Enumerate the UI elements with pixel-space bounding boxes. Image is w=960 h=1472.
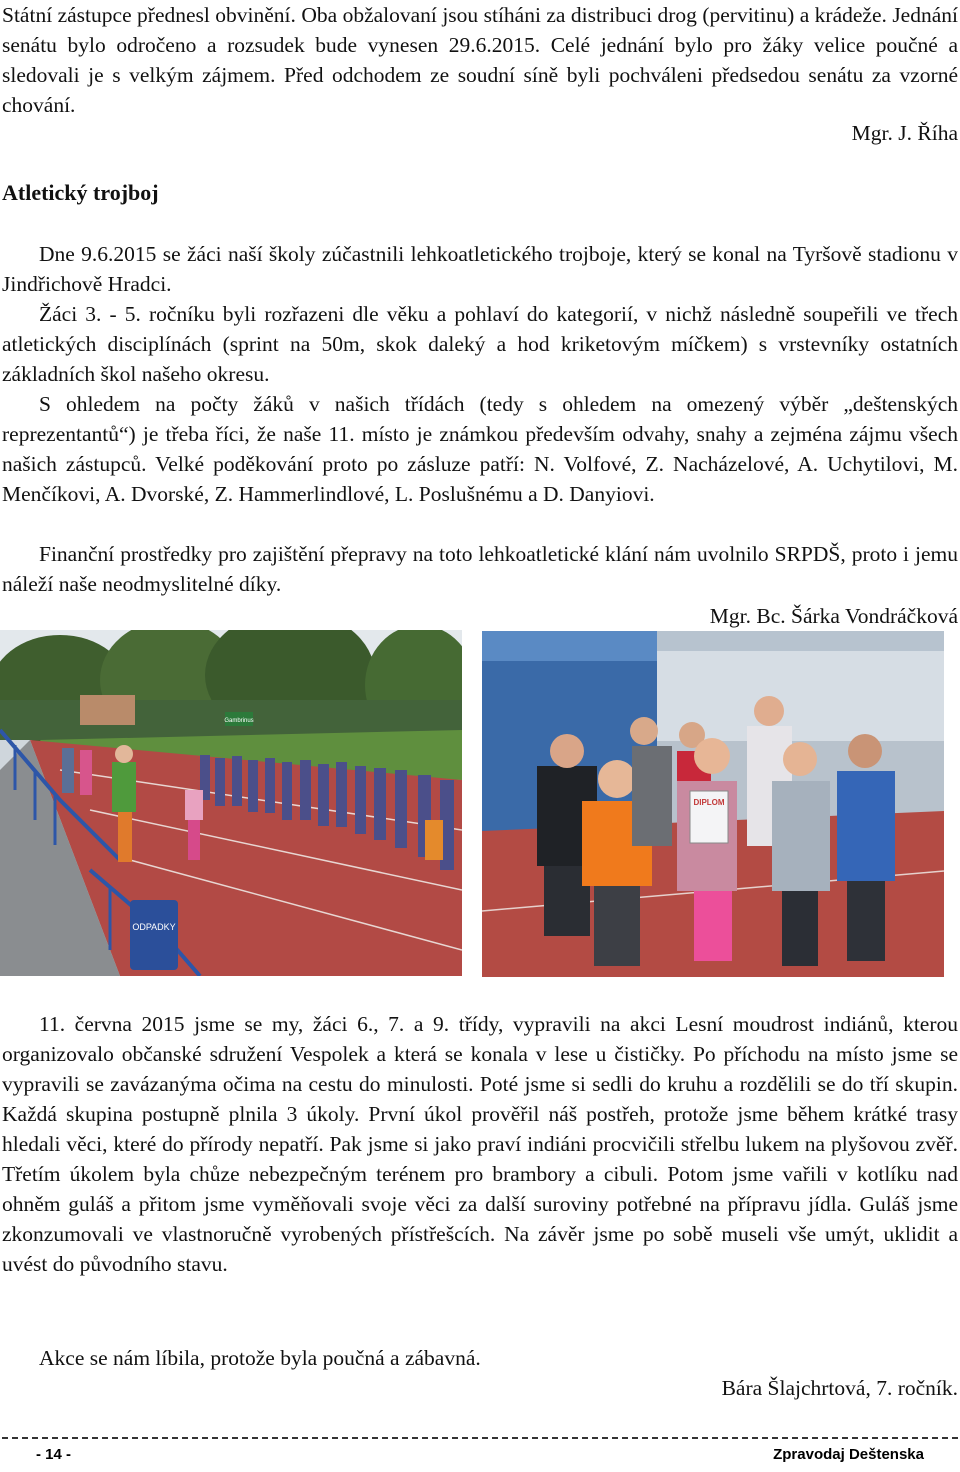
- diploma-text: DIPLOM: [693, 798, 725, 807]
- article2-paragraph-4: Finanční prostředky pro zajištění přepravy na toto lehkoatletické klání nám uvolnilo SRPDŠ, proto i jemu náleží naše neodmyslitelné díky.: [2, 542, 958, 596]
- publication-name: Zpravodaj Deštenska: [773, 1446, 924, 1463]
- stadium-photo: [0, 630, 462, 976]
- banner-text: Gambrinus: [224, 718, 254, 724]
- article3-paragraph-2: Akce se nám líbila, protože byla poučná a zábavná.: [39, 1346, 481, 1370]
- page-number: - 14 -: [36, 1446, 72, 1463]
- article2-author: Mgr. Bc. Šárka Vondráčková: [709, 604, 958, 628]
- article2-paragraph-2: Žáci 3. - 5. ročníku byli rozřazeni dle věku a pohlaví do kategorií, v nichž následně soupeřili ve třech atletických disciplínách (sprint na 50m, skok daleký a hod kriketovým míčkem) s vrstevníky ostatních základních škol našeho okresu.: [2, 302, 958, 386]
- article1-author: Mgr. J. Říha: [851, 121, 958, 145]
- footer-divider: [2, 1437, 958, 1439]
- article2-paragraph-3: S ohledem na počty žáků v našich třídách (tedy s ohledem na omezený výběr „deštenských reprezentantů“) je třeba říci, že naše 11. místo je známkou především odvahy, snahy a zejména zájmu všech našich zástupců. Velké poděkování proto po zásluze patří: N. Volfové, Z. Nacházelové, A. Uchytilovi, M. Menčíkovi, A. Dvorské, Z. Hammerlindlové, L. Poslušnému a D. Danyiovi.: [2, 392, 958, 506]
- bin-text: ODPADKY: [132, 922, 176, 932]
- article2-title: Atletický trojboj: [2, 180, 159, 205]
- article3-author: Bára Šlajchrtová, 7. ročník.: [721, 1376, 958, 1400]
- article1-paragraph: Státní zástupce přednesl obvinění. Oba obžalovaní jsou stíháni za distribuci drog (pervitinu) a krádeže. Jednání senátu bylo odročeno a rozsudek bude vynesen 29.6.2015. Celé jednání bylo pro žáky velice poučné a sledovali je s velkým zájmem. Před odchodem ze soudní síně byli pochváleni předsedou senátu za vzorné chování.: [2, 3, 958, 117]
- article3-paragraph-1: 11. června 2015 jsme se my, žáci 6., 7. a 9. třídy, vypravili na akci Lesní moudrost indiánů, kterou organizovalo občanské sdružení Vespolek a která se konala v lese u čističky. Po příchodu na místo jsme se vypravili se zavázanýma očima na cestu do minulosti. Poté jsme si sedli do kruhu a rozdělili se do tří skupin. Každá skupina postupně plnila 3 úkoly. První úkol prověřil náš postřeh, protože jsme během krátké trasy hledali věci, které do přírody nepatří. Pak jsme si jako praví indiáni procvičili střelbu lukem na plyšovou zvěř. Třetím úkolem byla chůze nebezpečným terénem pro brambory a cibuli. Potom jsme vařili v kotlíku nad ohněm guláš a přitom jsme vyměňovali svoje věci za další suroviny potřebné na přípravu jídla. Guláš jsme zkonzumovali ve vlastnoručně vyrobených přístřešcích. Na závěr jsme po sobě museli vše umýt, uklidit a uvést do původního stavu.: [2, 1012, 958, 1276]
- children-photo: [482, 631, 944, 977]
- article2-paragraph-1: Dne 9.6.2015 se žáci naší školy zúčastnili lehkoatletického trojboje, který se konal na Tyršově stadionu v Jindřichově Hradci.: [2, 242, 958, 296]
